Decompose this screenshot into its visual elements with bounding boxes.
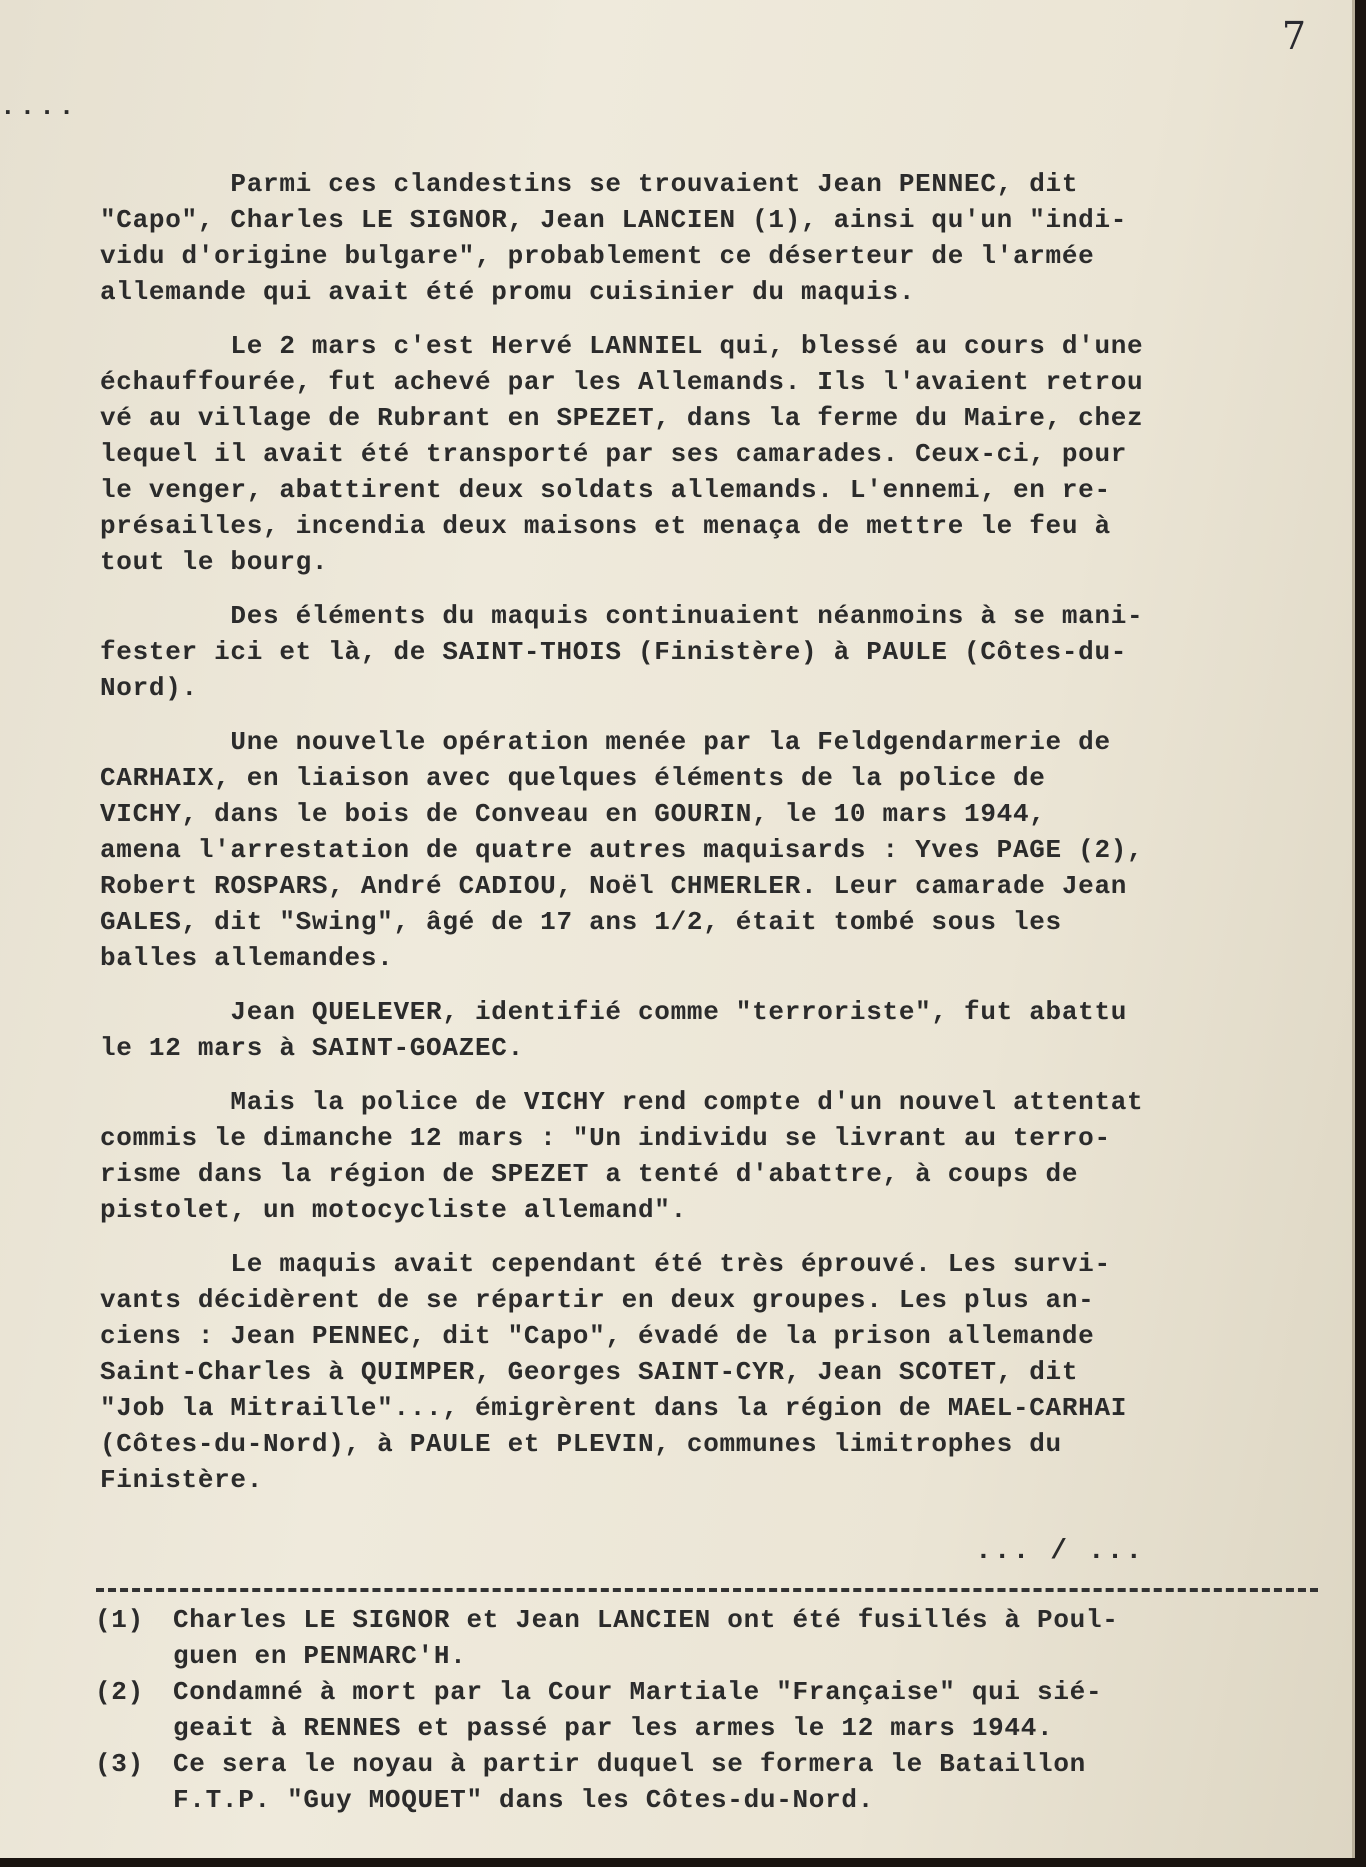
- paragraph: [100, 994, 1350, 1066]
- text-line: le 12 mars à SAINT-GOAZEC.: [100, 1033, 524, 1063]
- footnote: [95, 1674, 1335, 1746]
- text-line: amena l'arrestation de quatre autres maquisards : Yves PAGE (2),: [100, 835, 1144, 865]
- text-line: allemande qui avait été promu cuisinier du maquis.: [100, 277, 916, 307]
- footnote-line: Condamné à mort par la Cour Martiale "Française" qui sié-: [173, 1677, 1103, 1707]
- text-line: (Côtes-du-Nord), à PAULE et PLEVIN, communes limitrophes du: [100, 1429, 1062, 1459]
- text-line: commis le dimanche 12 mars : "Un individu se livrant au terro-: [100, 1123, 1111, 1153]
- footnote-line: guen en PENMARC'H.: [173, 1641, 467, 1671]
- text-line: Jean QUELEVER, identifié comme "terroriste", fut abattu: [100, 997, 1128, 1027]
- footnotes: [95, 1602, 1335, 1818]
- text-line: Une nouvelle opération menée par la Feldgendarmerie de: [100, 727, 1111, 757]
- text-line: Parmi ces clandestins se trouvaient Jean PENNEC, dit: [100, 169, 1079, 199]
- footnote: [95, 1602, 1335, 1674]
- paragraph: [100, 1084, 1350, 1228]
- footnote: [95, 1746, 1335, 1818]
- text-line: Le maquis avait cependant été très éprouvé. Les survi-: [100, 1249, 1111, 1279]
- page-number: 7: [1281, 14, 1306, 58]
- text-line: Finistère.: [100, 1465, 264, 1495]
- footnote-separator: [96, 1588, 1318, 1592]
- text-line: VICHY, dans le bois de Conveau en GOURIN, le 10 mars 1944,: [100, 799, 1046, 829]
- text-line: Saint-Charles à QUIMPER, Georges SAINT-CYR, Jean SCOTET, dit: [100, 1357, 1079, 1387]
- text-line: pistolet, un motocycliste allemand".: [100, 1195, 687, 1225]
- footnote-number: (1): [95, 1605, 144, 1635]
- footnote-line: F.T.P. "Guy MOQUET" dans les Côtes-du-Nord.: [173, 1785, 875, 1815]
- text-line: Nord).: [100, 673, 198, 703]
- text-line: ciens : Jean PENNEC, dit "Capo", évadé de la prison allemande: [100, 1321, 1095, 1351]
- text-line: le venger, abattirent deux soldats allemands. L'ennemi, en re-: [100, 475, 1111, 505]
- footnote-line: geait à RENNES et passé par les armes le 12 mars 1944.: [173, 1713, 1054, 1743]
- text-line: Des éléments du maquis continuaient néanmoins à se mani-: [100, 601, 1144, 631]
- footnote-line: Ce sera le noyau à partir duquel se formera le Bataillon: [173, 1749, 1086, 1779]
- text-line: échauffourée, fut achevé par les Allemands. Ils l'avaient retrou: [100, 367, 1144, 397]
- text-line: vants décidèrent de se répartir en deux groupes. Les plus an-: [100, 1285, 1095, 1315]
- text-line: GALES, dit "Swing", âgé de 17 ans 1/2, était tombé sous les: [100, 907, 1062, 937]
- footnote-line: Charles LE SIGNOR et Jean LANCIEN ont été fusillés à Poul-: [173, 1605, 1119, 1635]
- text-line: Robert ROSPARS, André CADIOU, Noël CHMERLER. Leur camarade Jean: [100, 871, 1128, 901]
- text-line: risme dans la région de SPEZET a tenté d'abattre, à coups de: [100, 1159, 1079, 1189]
- text-line: tout le bourg.: [100, 547, 329, 577]
- text-line: vidu d'origine bulgare", probablement ce déserteur de l'armée: [100, 241, 1095, 271]
- body-text: [100, 166, 1350, 1516]
- text-line: fester ici et là, de SAINT-THOIS (Finistère) à PAULE (Côtes-du-: [100, 637, 1128, 667]
- text-line: CARHAIX, en liaison avec quelques éléments de la police de: [100, 763, 1046, 793]
- text-line: vé au village de Rubrant en SPEZET, dans la ferme du Maire, chez: [100, 403, 1144, 433]
- footnote-number: (3): [95, 1749, 144, 1779]
- text-line: "Capo", Charles LE SIGNOR, Jean LANCIEN (1), ainsi qu'un "indi-: [100, 205, 1128, 235]
- continuation-marks: ....: [0, 92, 79, 122]
- text-line: lequel il avait été transporté par ses camarades. Ceux-ci, pour: [100, 439, 1128, 469]
- text-line: présailles, incendia deux maisons et menaça de mettre le feu à: [100, 511, 1111, 541]
- paragraph: [100, 328, 1350, 580]
- text-line: Mais la police de VICHY rend compte d'un nouvel attentat: [100, 1087, 1144, 1117]
- paragraph: [100, 166, 1350, 310]
- paragraph: [100, 598, 1350, 706]
- footnote-number: (2): [95, 1677, 144, 1707]
- continue-mark: ... / ...: [975, 1536, 1145, 1567]
- paragraph: [100, 1246, 1350, 1498]
- text-line: "Job la Mitraille"..., émigrèrent dans la région de MAEL-CARHAI: [100, 1393, 1128, 1423]
- text-line: balles allemandes.: [100, 943, 394, 973]
- text-line: Le 2 mars c'est Hervé LANNIEL qui, blessé au cours d'une: [100, 331, 1144, 361]
- paragraph: [100, 724, 1350, 976]
